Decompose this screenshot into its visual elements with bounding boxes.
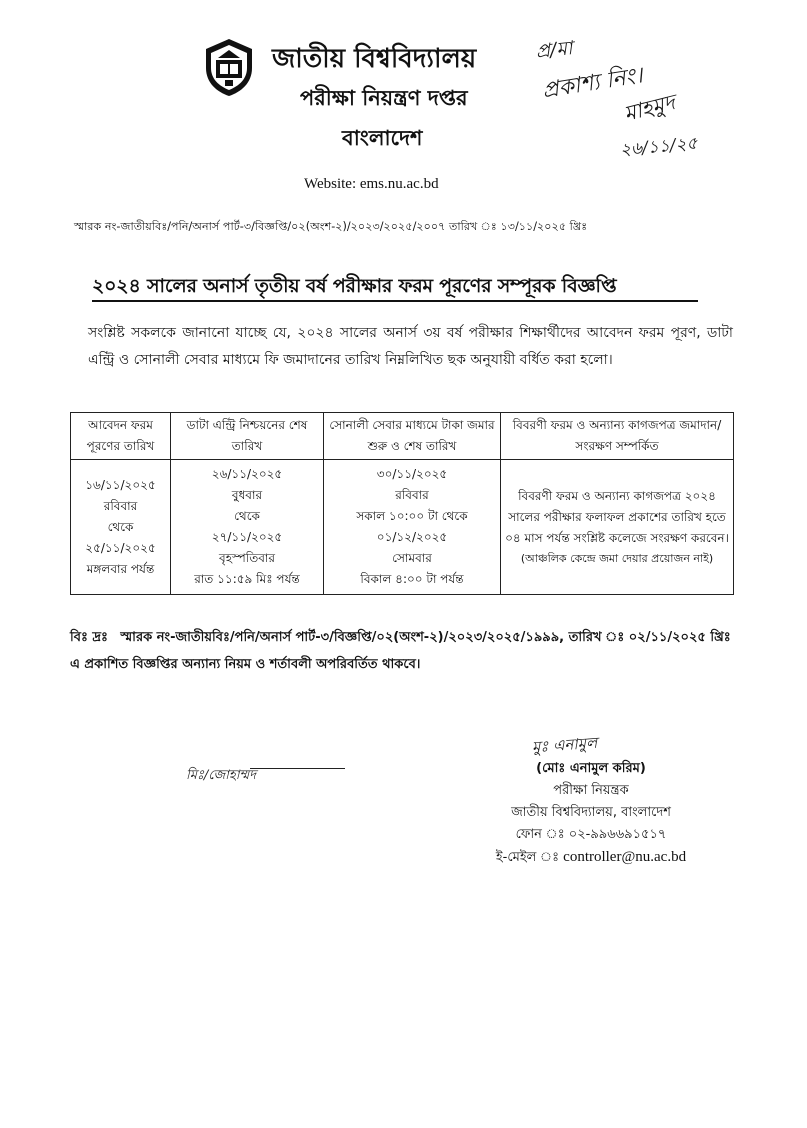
table-header-cell: ডাটা এন্ট্রি নিশ্চয়নের শেষ তারিখ (171, 413, 324, 460)
handwritten-annotation-2: প্রকাশ্য নিং। (540, 63, 645, 104)
footnote-text: স্মারক নং-জাতীয়বিঃ/পনি/অনার্স পার্ট-৩/বিজ্ঞপ্তি/০২(অংশ-২)/২০২৩/২০২৫/১৯৯৯, তারিখ ঃ ০২/১১/২০২৫ খ্রিঃ এ প্রকাশিত বিজ্ঞপ্তির অন্যান্য নিয়ম ও শর্তাবলী অপরিবর্তিত থাকবে। (70, 630, 731, 672)
intro-paragraph: সংশ্লিষ্ট সকলকে জানানো যাচ্ছে যে, ২০২৪ সালের অনার্স ৩য় বর্ষ পরীক্ষার শিক্ষার্থীদের আবেদন ফরম পূরণ, ডাটা এন্ট্রি ও সোনালী সেবার মাধ্যমে ফি জমাদানের তারিখ নিম্নলিখিত ছক অনুযায়ী বর্ধিত করা হলো। (88, 325, 733, 368)
documents-storage-cell: বিবরণী ফরম ও অন্যান্য কাগজপত্র ২০২৪ সালের পরীক্ষার ফলাফল প্রকাশের তারিখ হতে ০৪ মাস পর্যন্ত সংশ্লিষ্ট কলেজে সংরক্ষণ করবেন। (আঞ্চলিক কেন্দ্রে জমা দেয়ার প্রয়োজন নাই) (501, 460, 734, 595)
signature-block (456, 758, 726, 869)
signatory-name: (মোঃ এনামুল করিম) (536, 761, 646, 776)
table-header-cell: বিবরণী ফরম ও অন্যান্য কাগজপত্র জমাদান/সংরক্ষণ সম্পর্কিত (501, 413, 734, 460)
website-text: Website: ems.nu.ac.bd (304, 176, 439, 192)
sonali-payment-dates-cell: ৩০/১১/২০২৫ রবিবার সকাল ১০:০০ টা থেকে ০১/১২/২০২৫ সোমবার বিকাল ৪:০০ টা পর্যন্ত (324, 460, 501, 595)
notice-headline: ২০২৪ সালের অনার্স তৃতীয় বর্ষ পরীক্ষার ফরম পূরণের সম্পূরক বিজ্ঞপ্তি (92, 275, 617, 297)
footnote-label: বিঃ দ্রঃ (70, 630, 108, 645)
signatory-org: জাতীয় বিশ্ববিদ্যালয়, বাংলাদেশ (511, 805, 671, 820)
left-initials: মিঃ/জোহাম্মদ (186, 768, 257, 783)
office-name: পরীক্ষা নিয়ন্ত্রণ দপ্তর (300, 86, 468, 110)
signatory-phone: ফোন ঃ ০২-৯৯৬৬৯১৫১৭ (515, 827, 667, 842)
handwritten-date: ২৬/১১/২৫ (619, 133, 699, 161)
table-header-row (71, 413, 734, 460)
signatory-title: পরীক্ষা নিয়ন্ত্রক (553, 783, 629, 798)
university-seal-icon (198, 36, 260, 98)
headline-underline (92, 300, 698, 302)
email-label: ই-মেইল ঃ (495, 850, 560, 865)
table-row (71, 460, 734, 595)
email-link[interactable]: controller@nu.ac.bd (563, 849, 687, 865)
university-name: জাতীয় বিশ্ববিদ্যালয় (272, 44, 477, 74)
left-signature-line (250, 768, 345, 769)
handwritten-annotation-1: প্র/মা (534, 37, 574, 63)
memo-reference: স্মারক নং-জাতীয়বিঃ/পনি/অনার্স পার্ট-৩/বিজ্ঞপ্তি/০২(অংশ-২)/২০২৩/২০২৫/২০০৭ তারিখ ঃ ১৩/১১/২০২৫ খ্রিঃ (74, 220, 588, 233)
controller-handwritten-signature: মুঃ এনামুল (531, 733, 598, 757)
signatory-email-row (456, 846, 726, 869)
form-fillup-dates-cell: ১৬/১১/২০২৫ রবিবার থেকে ২৫/১১/২০২৫ মঙ্গলবার পর্যন্ত (71, 460, 171, 595)
handwritten-annotation-3: মাহমুদ (621, 90, 678, 126)
table-header-cell: আবেদন ফরম পূরণের তারিখ (71, 413, 171, 460)
country-name: বাংলাদেশ (342, 126, 423, 150)
data-entry-dates-cell: ২৬/১১/২০২৫ বুধবার থেকে ২৭/১১/২০২৫ বৃহস্পতিবার রাত ১১:৫৯ মিঃ পর্যন্ত (171, 460, 324, 595)
table-header-cell: সোনালী সেবার মাধ্যমে টাকা জমার শুরু ও শেষ তারিখ (324, 413, 501, 460)
footnote (70, 624, 740, 678)
schedule-table (70, 412, 734, 595)
